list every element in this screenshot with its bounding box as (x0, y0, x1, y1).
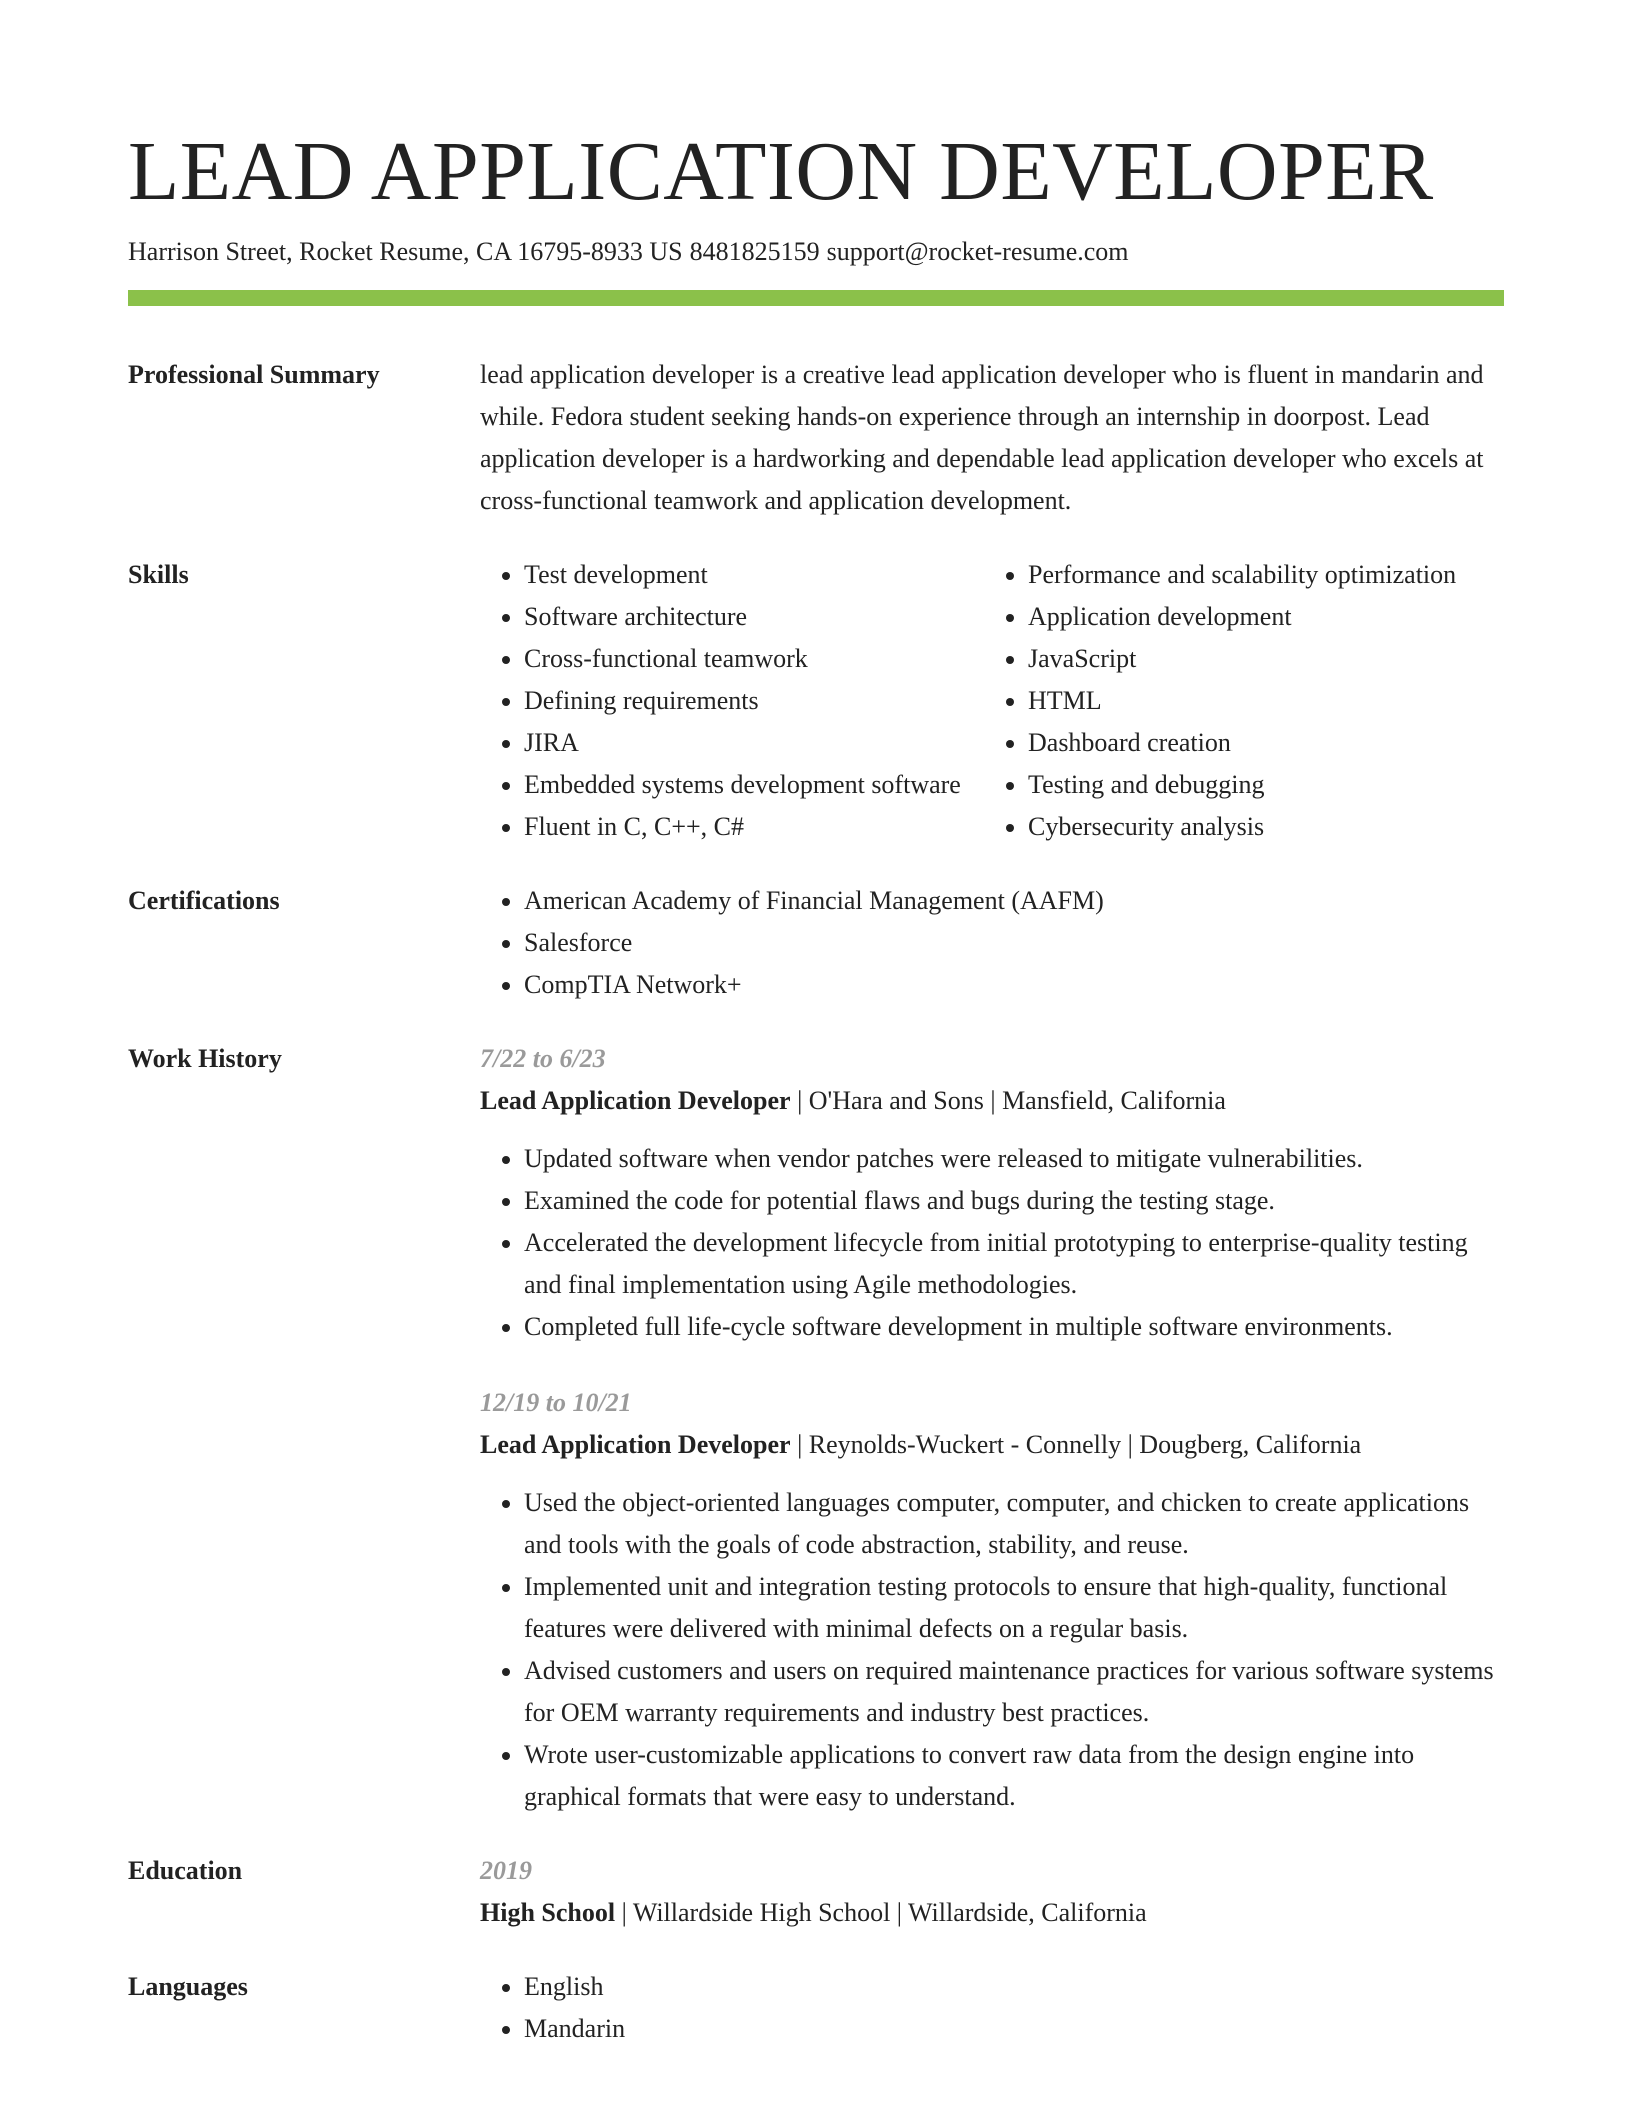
resume-page (128, 0, 1504, 2050)
education-year: 2019 (480, 1856, 532, 1885)
job-bullet: • Accelerated the development lifecycle from initial prototyping to enterprise-quality testing and final implementation using Agile methodologies. (524, 1222, 1504, 1306)
education-details: | Willardside High School | Willardside, California (615, 1898, 1147, 1927)
summary-section (128, 354, 1504, 522)
job-dates: 12/19 to 10/21 (480, 1388, 632, 1417)
certifications-heading: Certifications (128, 886, 280, 915)
job-dates: 7/22 to 6/23 (480, 1044, 606, 1073)
summary-text: lead application developer is a creative lead application developer who is fluent in mandarin and while. Fedora student seeking hands-on experience through an internship in doorpost. Lead application developer is a hardworking and dependable lead application developer who excels at cross-functional teamwork and application development. (480, 360, 1484, 515)
resume-title: LEAD APPLICATION DEVELOPER (128, 125, 1434, 218)
header-divider (128, 290, 1504, 306)
education-line (480, 1892, 1504, 1934)
education-section (128, 1850, 1504, 1934)
skill-item: • Cross-functional teamwork (524, 638, 984, 680)
contact-address: Harrison Street, Rocket Resume, CA 16795-8933 US (128, 237, 683, 266)
skills-heading: Skills (128, 560, 189, 589)
job-bullet: • Completed full life-cycle software development in multiple software environments. (524, 1306, 1504, 1348)
summary-heading: Professional Summary (128, 360, 380, 389)
job-bullet: • Updated software when vendor patches were released to mitigate vulnerabilities. (524, 1138, 1504, 1180)
job-bullet: • Wrote user-customizable applications to convert raw data from the design engine into graphical formats that were easy to understand. (524, 1734, 1504, 1818)
skill-item: • Application development (1028, 596, 1504, 638)
languages-heading: Languages (128, 1972, 248, 2001)
skill-item: • HTML (1028, 680, 1504, 722)
skill-item: • Embedded systems development software (524, 764, 984, 806)
certifications-list (480, 880, 1504, 1006)
job-bullets (480, 1482, 1504, 1818)
skill-item: • Dashboard creation (1028, 722, 1504, 764)
job-details: | O'Hara and Sons | Mansfield, California (790, 1086, 1226, 1115)
skills-section (128, 554, 1504, 848)
certification-item: • CompTIA Network+ (524, 964, 1504, 1006)
language-item: • English (524, 1966, 1504, 2008)
education-heading: Education (128, 1856, 243, 1885)
contact-email: support@rocket-resume.com (826, 237, 1129, 266)
skills-list-right (984, 554, 1504, 848)
skill-item: • JavaScript (1028, 638, 1504, 680)
job-entry (480, 1382, 1504, 1818)
skill-item: • Test development (524, 554, 984, 596)
job-role-line (480, 1080, 1504, 1122)
job-entry (480, 1038, 1504, 1348)
certification-item: • Salesforce (524, 922, 1504, 964)
work-history-section (128, 1038, 1504, 1818)
job-bullets (480, 1138, 1504, 1348)
job-bullet: • Used the object-oriented languages computer, computer, and chicken to create applications and tools with the goals of code abstraction, stability, and reuse. (524, 1482, 1504, 1566)
skill-item: • Performance and scalability optimization (1028, 554, 1504, 596)
job-role: Lead Application Developer (480, 1430, 791, 1459)
languages-section (128, 1966, 1504, 2050)
skill-item: • Fluent in C, C++, C# (524, 806, 984, 848)
skill-item: • Software architecture (524, 596, 984, 638)
skill-item: • JIRA (524, 722, 984, 764)
contact-line (128, 234, 1504, 270)
certification-item: • American Academy of Financial Management (AAFM) (524, 880, 1504, 922)
job-details: | Reynolds-Wuckert - Connelly | Dougberg, California (790, 1430, 1362, 1459)
job-role: Lead Application Developer (480, 1086, 791, 1115)
language-item: • Mandarin (524, 2008, 1504, 2050)
skills-list-left (480, 554, 984, 848)
skill-item: • Testing and debugging (1028, 764, 1504, 806)
job-bullet: • Examined the code for potential flaws and bugs during the testing stage. (524, 1180, 1504, 1222)
languages-list (480, 1966, 1504, 2050)
job-bullet: • Advised customers and users on required maintenance practices for various software systems for OEM warranty requirements and industry best practices. (524, 1650, 1504, 1734)
skill-item: • Defining requirements (524, 680, 984, 722)
certifications-section (128, 880, 1504, 1006)
education-degree: High School (480, 1898, 616, 1927)
job-bullet: • Implemented unit and integration testing protocols to ensure that high-quality, functional features were delivered with minimal defects on a regular basis. (524, 1566, 1504, 1650)
job-role-line (480, 1424, 1504, 1466)
contact-phone: 8481825159 (689, 237, 820, 266)
work-history-heading: Work History (128, 1044, 282, 1073)
skill-item: • Cybersecurity analysis (1028, 806, 1504, 848)
